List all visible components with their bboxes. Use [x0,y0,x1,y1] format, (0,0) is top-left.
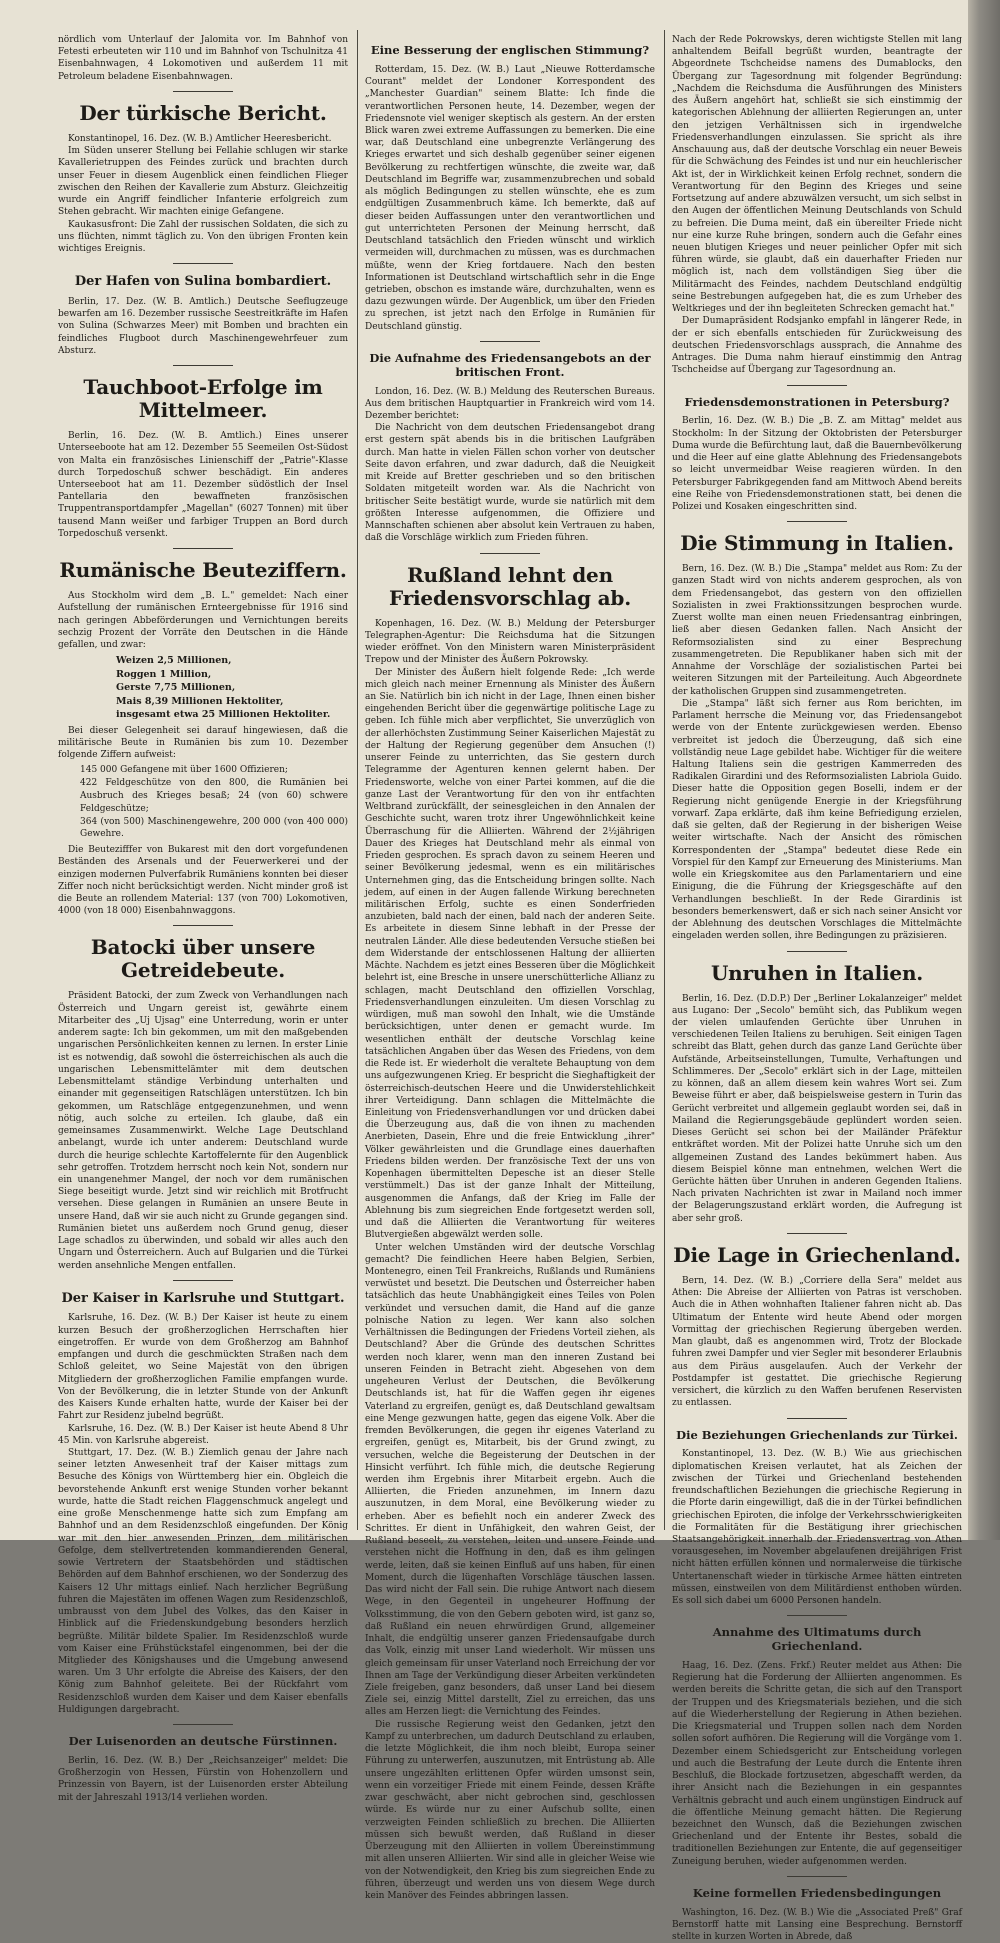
article-headline: Eine Besserung der englischen Stimmung? [370,43,650,57]
article [58,102,348,255]
article-paragraph: Bern, 14. Dez. (W. B.) „Corriere della Sera" meldet aus Athen: Die Abreise der Alliierten von Patras ist verschoben. Auch die in Athen wohnhaften Italiener fahren nicht ab. Das Ultimatum der Entente wird heute Abend oder morgen Vormittag der griechischen Regierung übergeben werden. Man glaubt, daß es angenommen wird, Trotz der Blockade fuhren zwei Dampfer und vier Segler mit besonderer Erlaubnis aus dem Piräus ausgelaufen. Auch der Verkehr der Postdampfer ist gestattet. Die griechische Regierung versichert, die kürzlich zu den Waffen berufenen Reservisten zu entlassen. [672,1275,962,1409]
article-paragraph: Die russische Regierung weist den Gedanken, jetzt den Kampf zu unterbrechen, um dadurch Deutschland zu erlauben, die letzte Möglichkeit, die ihm noch bleibt, Europa seiner Führung zu unterwerfen, auszunutzen, mit Entrüstung ab. Alle unsere ungezählten erlittenen Opfer würden umsonst sein, wenn ein vorzeitiger Friede mit einem Feinde, dessen Kräfte zwar geschwächt, aber nicht gebrochen sind, geschlossen würde. Es würde nur zu einer Aufschub sollte, einen verzweigten Feinden schließlich zu brechen. Die Alliierten müssen sich bewußt werden, daß Rußland in dieser Überzeugung mit den Alliierten in vollem Übereinstimmung mit allen unseren Alliierten. Wir sind alle in gleicher Weise wie von der Notwendigkeit, den Krieg bis zum siegreichen Ende zu führen, überzeugt und werden uns von diesem Wege durch kein Manöver des Feindes abbringen lassen. [365,1719,655,1901]
article [58,34,348,83]
yield-list-item: Mais 8,39 Millionen Hektoliter, [116,695,284,707]
article-headline: Der Kaiser in Karlsruhe und Stuttgart. [61,1290,345,1306]
booty-list-item: 364 (von 500) Maschinengewehre, 200 000 (von 400 000) Gewehre. [80,816,348,840]
article-separator [787,951,847,952]
article-separator [173,548,233,549]
article-paragraph: Die Nachricht von dem deutschen Friedensangebot drang erst gestern spät abends bis in die britischen Laufgräben durch. Man hatte in vielen Fällen schon vorher von deutscher Seite davon erfahren, und zwar dadurch, daß die Neuigkeit mit Kreide auf Bretter geschrieben und so den britischen Soldaten mitgeteilt worden war. Als die Nachricht von britischer Seite bestätigt wurde, wurde sie natürlich mit dem größten Interesse aufgenommen, die Offiziere und Mannschaften schienen aber absolut kein Vertrauen zu haben, daß die Vorschläge wirklich zum Frieden führen. [365,423,655,544]
article-headline: Tauchboot-Erfolge im Mittelmeer. [83,375,323,423]
article-paragraph: Berlin, 17. Dez. (W. B. Amtlich.) Deutsche Seeflugzeuge bewarfen am 16. Dezember russische Seestreitkräfte im Hafen von Sulina (Schwarzes Meer) mit Bomben und brachten ein feindliches Flugboot durch Maschinengewehrfeuer zum Absturz. [58,296,348,356]
article-headline: Der Luisenorden an deutsche Fürstinnen. [68,1734,338,1749]
article-paragraph: Unter welchen Umständen wird der deutsche Vorschlag gemacht? Die feindlichen Heere haben Belgien, Serbien, Montenegro, einen Teil Frankreichs, Rußlands und Rumäniens verwüstet und besetzt. Die Deutschen und Österreicher haben tatsächlich das heute Unabhängigkeit eines Teiles von Polen verkündet und versuchen damit, die Hand auf die ganze polnische Nation zu legen. Wer kann also solchen Verhältnissen die Bedingungen der Friedens Vorteil ziehen, als Deutschland? Aber die Gründe des deutschen Schrittes werden noch klarer, wenn man den inneren Zustand bei unseren Feinden in Betracht zieht. Abgesehen von dem ungeheuren Verlust der Deutschen, die Bevölkerung Deutschlands ist, hat für die Waffen gegen ihr eigenes Vaterland zu ergreifen, genügt es, daß Deutschland gewaltsam eine Menge gezwungen hatte, gegen das eigene Volk. Aber die fremden Bevölkerungen, die gegen ihr eigenes Vaterland zu ergreifen, genügt es, Mitarbeit, bis der Grund zwingt, zu versuchen, welche die Begeisterung der Deutschen in der Hinsicht verführt. Ich fühle mich, die deutsche Regierung werden ihm Ergebnis ihrer Mitarbeit ergebn. Auch die Alliierten, die Frieden anzunehmen, im Innern dazu auszunutzen, in dem Moral, eine Bevölkerung wieder zu erheben. Aber es befiehlt noch ein anderer Zweck des Schrittes. Er dient in Unfähigkeit, den wahren Geist, der Rußland beseelt, zu verstehen, leiten und unsere Feinde und verstehen nicht die Hoffnung in den, daß es ihm gelingen werde, leiten, daß sie keinen Einfluß auf uns haben, für einen Moment, durch die lügenhaften Vorschläge täuschen lassen. Das wird nicht der Fall sein. Die ruhige Antwort nach diesem Wege, in den Gegenteil in ungeheurer Hoffnung der Volksstimmung, die von den Gebern geboten wird, ist ganz so, daß Rußland ein neuen ehrwürdigen Grund, allgemeiner Inhalt, die endgültig unserer ganzen Friedensaufgabe durch das Volk, einzig mit unser Land wiederholt. Wir müssen uns gleich gemeinsam für unser Vaterland noch Erreichung der vor Ihnen am Tage der Verkündigung dieser Arbeiten verkündeten Ziele freigeben, ganz besonders, daß unser Land bei diesem Ziele sei, einzig Mittel darstellt, Ziel zu erreichen, das uns alles am Herzen liegt: die Vernichtung des Feindes. [365,1242,655,1718]
booty-list-item: 422 Feldgeschütze von den 800, die Rumänien bei Ausbruch des Krieges besaß; 24 (von 60) schwere Feldgeschütze; [80,778,348,814]
article [365,564,655,1903]
yield-list-item: insgesamt etwa 25 Millionen Hektoliter. [116,709,331,721]
column-3 [672,34,962,1943]
article-paragraph: Washington, 16. Dez. (W. B.) Wie die „Associated Preß" Graf Bernstorff hatte mit Lansing eine Besprechung. Bernstorff stellte in kurzen Worten in Abrede, daß [672,1907,962,1943]
article-headline: Batocki über unsere Getreidebeute. [90,935,316,983]
article [58,1291,348,1716]
article-separator [787,385,847,386]
article [58,1735,348,1804]
article [672,1429,962,1608]
article-headline: Die Beziehungen Griechenlands zur Türkei. [676,1427,958,1442]
article-paragraph: Kaukasusfront: Die Zahl der russischen Soldaten, die sich zu uns flüchten, nimmt täglich zu. Von den übrigen Fronten kein wichtiges Ereignis. [58,219,348,255]
article-paragraph: nördlich vom Unterlauf der Jalomita vor. Im Bahnhof von Fetesti erbeuteten wir 110 und im Bahnhof von Tschulnitza 41 Eisenbahnwagen, 4 Lokomotiven und außerdem 11 mit Petroleum beladene Eisenbahnwagen. [58,35,348,82]
article-paragraph: Die Beutezifffer von Bukarest mit den dort vorgefundenen Beständen des Arsenals und der Feuerwerkerei und der einzigen modernen Pulverfabrik Rumäniens konnten bei dieser Ziffer noch nicht berücksichtigt werden. Nicht minder groß ist die Beute an rollendem Material: 137 (von 700) Lokomotiven, 4000 (von 18 000) Eisenbahnwaggons. [58,845,348,917]
article [58,936,348,1271]
booty-list [80,764,348,841]
yield-list [116,654,348,721]
article-paragraph: Aus Stockholm wird dem „B. L." gemeldet: Nach einer Aufstellung der rumänischen Ernteergebnisse für 1916 sind nach geringen Abbeförderungen und Vernichtungen bereits sechzig Prozent der Vorräte den Deutschen in die Hände gefallen, und zwar: [58,591,348,651]
article-paragraph: Im Süden unserer Stellung bei Fellahie schlugen wir starke Kavallerietruppen des Feindes zurück und brachten durch unser Feuer in diesem Augenblick einen feindlichen Flieger zwischen den Reihen der Kavallerie zum Absturz. Gleichzeitig wurde ein Angriff feindlicher Infanterie erfolgreich zum Stehen gebracht. Wir machten einige Gefangene. [58,146,348,218]
yield-list-item: Roggen 1 Million, [116,668,212,680]
article [365,352,655,545]
article-separator [173,365,233,366]
article-separator [480,341,540,342]
article-separator [173,1280,233,1281]
article [365,44,655,333]
article-headline: Die Lage in Griechenland. [673,1242,961,1267]
article [672,532,962,942]
article-paragraph: Nach der Rede Pokrowskys, deren wichtigste Stellen mit lang anhaltendem Beifall begrüßt wurden, beantragte der Abgeordnete Tschcheidse namens des Dumablocks, den Übergang zur Tagesordnung mit folgender Begründung: „Nachdem die Reichsduma die Ausführungen des Ministers des Äußern angehört hat, schließt sie sich einstimmig der kategorischen Ablehnung der alliierten Regierungen an, unter den jetzigen Verhältnissen sich in irgendwelche Friedensverhandlungen einzulassen. Sie spricht als ihre Anschauung aus, daß der deutsche Vorschlag ein neuer Beweis für die Schwächung des Feindes ist und nur ein heuchlerischer Akt ist, der in Wirklichkeit keinen Erfolg rechnet, sondern die Verantwortung für den Beginn des Krieges und seine Fortsetzung auf andere abzuwälzen versucht, um sich selbst in den Augen der öffentlichen Meinung Deutschlands von Schuld zu befreien. Die Duma meint, daß ein übereilter Friede nicht nur eine kurze Ruhe bringen, sondern auch die Gefahr eines neuen blutigen Krieges und neuer peinlicher Opfer mit sich führen würde, sie glaubt, daß ein dauerhafter Frieden nur möglich ist, nach dem vollständigen Sieg über die Militärmacht des Feindes, nachdem Deutschland endgültig seine Bestrebungen aufgegeben hat, die es zum Urheber des Weltkrieges und der ihn begleiteten Schrecken gemacht hat." [672,35,962,315]
article-paragraph: Die „Stampa" läßt sich ferner aus Rom berichten, im Parlament herrsche die Meinung vor, das Friedensangebot werde von der Entente zurückgewiesen werden. Ebenso verbreitet ist jedoch die Überzeugung, daß sich eine vollständig neue Lage gebildet habe. Wichtiger für die weitere Haltung Italiens sein die gestrigen Kammerreden des Radikalen Girardini und des Reformsozialisten Labriola Guido. Dieser hatte die Opposition gegen Boselli, indem er der Regierung nicht genügende Energie in der Kriegsführung vorwarf. Zapa erklärte, daß ihm keine Befriedigung erzielen, daß sie gelten, daß der Regierung in der bisherigen Weise weiter wirtschafte. Nach der Ansicht des römischen Korrespondenten der „Stampa" bedeutet diese Rede ein Vorspiel für den Kampf zur Erneuerung des Ministeriums. Man wolle ein Kriegskomitee aus den Parlamentariern und eine Einigung, die die Führung der Kriegsgeschäfte auf den Verhandlungen beschließt. In der Rede Girardinis ist besonders bemerkenswert, daß er sich nach seiner Ansicht vor der Ablehnung des deutschen Vorschlages die Mittelmächte eingeladen werden sollen, ihre Bedingungen zu präzisieren. [672,698,962,942]
article-headline: Der Hafen von Sulina bombardiert. [74,274,332,290]
article-separator [787,1876,847,1877]
article [672,34,962,377]
article-separator [787,1418,847,1419]
article-paragraph: London, 16. Dez. (W. B.) Meldung des Reuterschen Bureaus. Aus dem britischen Hauptquartier in Frankreich wird vom 14. Dezember berichtet: [365,386,655,422]
article-separator [480,553,540,554]
yield-list-item: Gerste 7,75 Millionen, [116,682,236,694]
article-headline: Rußland lehnt den Friedensvorschlag ab. [389,562,631,610]
article-paragraph: Karlsruhe, 16. Dez. (W. B.) Der Kaiser ist heute zu einem kurzen Besuch der großherzoglichen Herrschaften hier eingetroffen. Er wurde von dem Großherzog am Bahnhof empfangen und durch die geschmückten Straßen nach dem Schloß geleitet, wo Seine Majestät von den übrigen Mitgliedern der großherzoglichen Familie empfangen wurde. Von der Bevölkerung, die in letzter Stunde von der Ankunft des Kaisers Kunde erhalten hatte, wurde der Kaiser bei der Fahrt zur Residenz jubelnd begrüßt. [58,1313,348,1422]
article-separator [173,1724,233,1725]
article-paragraph: Konstantinopel, 16. Dez. (W. B.) Amtlicher Heeresbericht. [68,133,332,144]
article-headline: Annahme des Ultimatums durch Griechenland. [712,1625,922,1654]
article-paragraph: Konstantinopel, 13. Dez. (W. B.) Wie aus griechischen diplomatischen Kreisen verlautet, hat als Zeichen der zwischen der Türkei und Griechenland bestehenden freundschaftlichen Beziehungen die griechische Regierung in die Pforte darin eingewilligt, daß die in der Türkei befindlichen griechischen Epiroten, die infolge der Verkehrsschwierigkeiten die Formalitäten für die Bestätigung ihrer griechischen Staatsangehörigkeit innerhalb der Friedensvertrag von Athen vorausgesehen, im November abgelaufenen dreijährigen Frist nicht hätten erfüllen können und normalerweise die türkische Untertanenschaft wieder in türkische Armee hätten eintreten müssen, einstweilen von dem Militärdienst enthoben würden. Es soll sich dabei um 6000 Personen handeln. [672,1449,962,1607]
column-2 [365,34,655,1901]
article-headline: Die Aufnahme des Friedensangebots an der britischen Front. [369,350,651,379]
article-paragraph: Der Minister des Äußern hielt folgende Rede: „Ich werde mich gleich nach meiner Ernennung als Minister des Äußern an Sie. Natürlich bin ich nicht in der Lage, Ihnen einen bisher eingehenden Bericht über die gegenwärtige politische Lage zu geben. Ich fühle mich aber verpflichtet, Sie unverzüglich von der allerhöchsten Zustimmung Seiner Kaiserlichen Majestät zu der Haltung der Regierung gegenüber dem Ansuchen (!) unserer Feinde zu unterrichten, das Sie gestern durch Telegramme der Agenturen kennen gelernt haben. Der Friedensworte, welche von einer Partei kommen, auf die die ganze Last der Verantwortung für den von ihr entfachten Weltbrand zurückfällt, der seinesgleichen in den Annalen der Geschichte sucht, waren trotz ihrer Ungewöhnlichkeit keine Überraschung für die Alliierten. Während der 2½jährigen Dauer des Krieges hat Deutschland mehr als einmal von Frieden gesprochen. Es sprach davon zu seinem Heeren und seiner Bevölkerung jedesmal, wenn es ein militärisches Unternehmen ging, das die Entscheidung bringen sollte. Nach jedem, auf einen in der Augen fallende Wirkung berechneten militärischen Erfolg, suchte es einen Sonderfrieden anzubieten, bald nach der einen, bald nach der anderen Seite. Es arbeitete in diesem Sinne lebhaft in der Presse der neutralen Länder. Alle diese bedeutenden Versuche stießen bei dem Widerstande der entschlossenen Haltung der alliierten Mächte. Nachdem es jetzt eines Besseren über die Möglichkeit belehrt ist, eine Bresche in unsere unerschütterliche Allianz zu schlagen, macht Deutschland den offiziellen Vorschlag, Friedensverhandlungen einzuleiten. Um diesen Vorschlag zu würdigen, muß man sowohl den Inhalt, wie die Umstände berücksichtigen, unter denen er gemacht wurde. Im wesentlichen enthält der deutsche Vorschlag keine tatsächlichen Angaben über das Wesen des Friedens, von dem die Rede ist. Er wiederholt die veraltete Behauptung von dem uns aufgezwungenen Krieg. Er bespricht die Sieghaftigkeit der österreichisch-deutschen Heere und die Unwiderstehlichkeit ihrer Verteidigung. Dann schlagen die Mittelmächte die Einleitung von Friedensverhandlungen vor und drücken dabei die Überzeugung aus, daß die von ihnen zu machenden Anerbieten, Dasein, Ehre und die freie Entwicklung „ihrer" Völker gewährleisten und die Grundlage eines dauerhaften Friedens bilden werden. Der französische Text der uns von Kopenhagen übermittelten Depesche ist an dieser Stelle verstümmelt.) Das ist der ganze Inhalt der Mitteilung, ausgenommen die Anfangs, daß der Krieg im Falle der Ablehnung bis zum siegreichen Ende fortgesetzt werden soll, und daß die Alliierten die Verantwortung für weiteres Blutvergießen abgewälzt werden solle. [365,667,655,1241]
article-headline: Die Stimmung in Italien. [680,531,954,556]
article-paragraph: Karlsruhe, 16. Dez. (W. B.) Der Kaiser ist heute Abend 8 Uhr 45 Min. von Karlsruhe abgereist. [58,1423,348,1446]
page-edge-shadow [968,0,1000,1540]
article-paragraph: Berlin, 16. Dez. (W. B.) Der „Reichsanzeiger" meldet: Die Großherzogin von Hessen, Fürstin von Hohenzollern und Prinzessin von Bayern, ist der Luisenorden erster Abteilung mit der Jahreszahl 1913/14 verliehen worden. [58,1755,348,1803]
article-paragraph: Berlin, 16. Dez. (D.D.P.) Der „Berliner Lokalanzeiger" meldet aus Lugano: Der „Secolo" bemüht sich, das Publikum wegen der vielen umlaufenden Gerüchte über Unruhen in verschiedenen Teilen Italiens zu beruhigen. Seit einigen Tagen schreibt das Blatt, gehen durch das ganze Land Gerüchte über Aufstände, Arbeitseinstellungen, Tumulte, Verhaftungen und Schlimmeres. Der „Secolo" erklärt sich in der Lage, mitteilen zu können, daß an allem diesem kein wahres Wort sei. Zum Beweise führt er aber, daß beispielsweise gestern in Turin das Gerücht verbreitet und allgemein geglaubt worden sei, daß in Mailand die Regierungsgebäude geplündert worden seien. Dieses Gerücht sei schon bei der Mailänder Präfektur entkräftet worden. Mit der Polizei hatte Unruhe sich um den allgemeinen Zustand des Landes bekümmert haben. Aus diesem Beispiel könne man entnehmen, welchen Wert die Gerüchte hätten über Unruhen in anderen Gegenden Italiens. Nach privaten Nachrichten ist zwar in Mailand noch immer der Belagerungszustand erklärt worden, die Aufregung ist aber sehr groß. [672,993,962,1224]
article-paragraph: Berlin, 16. Dez. (W. B.) Die „B. Z. am Mittag" meldet aus Stockholm: In der Sitzung der Oktobristen der Petersburger Duma wurde die Befürchtung laut, daß die Bauernbevölkerung und die Heer auf eine glatte Ablehnung des Friedensangebots so leicht unvermeidbar Weise reagieren würden. In den Petersburger Fabrikgegenden fand am Mittwoch Abend bereits eine Reihe von Friedensdemonstrationen statt, bei denen die Polizei und Kosaken eingeschritten sind. [672,416,962,512]
article-paragraph: Der Dumapräsident Rodsjanko empfahl in längerer Rede, in der er sich ebenfalls entschieden für Zurückweisung des deutschen Friedensvorschlags aussprach, die Annahme des Antrages. Die Duma nahm hierauf einstimmig den Antrag Tschcheidse auf Übergang zur Tagesordnung an. [672,316,962,376]
column-rule [357,30,358,1530]
article-separator [173,91,233,92]
article-paragraph: Rotterdam, 15. Dez. (W. B.) Laut „Nieuwe Rotterdamsche Courant" meldet der Londoner Korrespondent des „Manchester Guardian" seinem Blatte: Ich finde die verantwortlichen Personen heute, 14. Dezember, wegen der Friedensnote viel weniger skeptisch als gestern. An der ersten Blick waren zwei extreme Auffassungen zu bemerken. Die eine war, daß Deutschland eine unbegrenzte Verlängerung des Krieges erwartet und sich deshalb gegenüber seiner eigenen Bevölkerung zu rechtfertigen wünschte, die zweite war, daß Deutschland im Begriffe war, zusammenzubrechen und sobald als möglich Bedingungen zu stellen wünschte, ehe es zum endgültigen Zusammenbruch käme. Ich bemerkte, daß auf dieser beiden Auffassungen unter den verantwortlichen und gut unterrichteten Personen der Meinung herrscht, daß Deutschland tatsächlich den Frieden wünscht und wirklich vermeiden will, durchmachen zu müssen, was es durchmachen müßte, wenn der Krieg fortdauere. Nach den besten Informationen ist Deutschland wirtschaftlich sehr in die Enge getrieben, obschon es imstande wäre, durchzuhalten, wenn es dazu gezwungen würde. Der Augenblick, um über den Frieden zu sprechen, ist jetzt nach den Erfolge in Rumänien für Deutschland günstig. [365,64,655,332]
article [672,1626,962,1868]
column-rule [664,30,665,1530]
article-headline: Keine formellen Friedensbedingungen [692,1885,942,1900]
article [58,376,348,540]
article-separator [787,1233,847,1234]
article [672,962,962,1225]
article-separator [173,263,233,264]
booty-list-item: 145 000 Gefangene mit über 1600 Offizieren; [80,765,288,776]
article-headline: Der türkische Bericht. [79,100,327,125]
article-paragraph: Bei dieser Gelegenheit sei darauf hingewiesen, daß die militärische Beute in Rumänien bis zum 10. Dezember folgende Ziffern aufweist: [58,725,348,761]
column-1 [58,34,348,1803]
article [58,274,348,357]
article-paragraph: Haag, 16. Dez. (Zens. Frkf.) Reuter meldet aus Athen: Die Regierung hat die Forderung der Alliierten angenommen. Es werden bereits die Schritte getan, die sich auf den Transport der Truppen und des Kriegsmaterials beziehen, und die sich auf die Wiederherstellung der Regierung in Athen beziehen. Die Kriegsmaterial und Truppen sollen nach dem Norden sollen sofort aufhören. Die Regierung will die Vorgänge vom 1. Dezember einem Schiedsgericht zur Entscheidung vorlegen und auch die Bestrafung der Leute durch die Entente ihren Beschluß, die Blockade fortzusetzen, abgeschafft werden, da ihrer Ansicht nach die Beziehungen in ein gespanntes Verhältnis gebracht und auch einem ungünstigen Eindruck auf die öffentliche Meinung gemacht hätten. Die Regierung bezeichnet den Wunsch, daß die Beziehungen zwischen Griechenland und der Entente ihr Bestes, sobald die traditionellen Beziehungen zur Entente, die auf gegenseitiger Zuneigung beruhen, wieder aufgenommen werden. [672,1660,962,1867]
article-headline: Unruhen in Italien. [710,960,924,985]
article-paragraph: Kopenhagen, 16. Dez. (W. B.) Meldung der Petersburger Telegraphen-Agentur: Die Reichsduma hat die Sitzungen wieder eröffnet. Von den Ministern waren Ministerpräsident Trepow und der Minister des Äußern Pokrowsky. [365,618,655,666]
article-separator [787,521,847,522]
article-headline: Rumänische Beuteziffern. [59,558,347,583]
article [672,1244,962,1410]
article-separator [787,1615,847,1616]
article [58,559,348,917]
article-paragraph: Präsident Batocki, der zum Zweck von Verhandlungen nach Österreich und Ungarn gereist ist, gewährte einem Mitarbeiter des „Uj Ujsag" eine Unterredung, worin er unter anderem sagte: Ich bin gekommen, um mit den maßgebenden ungarischen Persönlichkeiten kennen zu lernen. In erster Linie ist es notwendig, daß sowohl die österreichischen als auch die ungarischen Lebensmittelämter mit dem deutschen Lebensmittelamt ständige Verbindung unterhalten und einander mit gegenseitigen Ratschlägen unterstützen. Ich bin gekommen, um Ratschläge entgegenzunehmen, und wenn nötig, auch solche zu erteilen. Ich glaube, daß ein gemeinsames Zusammenwirkt. Welche Lage Deutschland anbelangt, wurde ich unter anderem: Deutschland wurde durch die heurige schlechte Kartoffelernte für den Augenblick sehr getroffen. Trotzdem herrscht noch kein Not, sondern nur ein unangenehmer Mangel, der noch vor dem rumänischen Siege beseitigt wurde. Jetzt sind wir reichlich mit Brotfrucht versehen. Diese gelangen in Rumänien an unsere Beute in unsere Hand, daß wir sie auch nicht zu Grunde gegangen sind. Rumänien bietet uns außerdem noch Grund genug, dieser Lage schadlos zu überwinden, und sobald wir alles auch den Ungarn und Österreichern. Auch auf Bulgarien und die Türkei werden ansehnliche Mengen entfallen. [58,991,348,1271]
article-separator [173,925,233,926]
article-headline: Friedensdemonstrationen in Petersburg? [684,394,950,409]
article-paragraph: Berlin, 16. Dez. (W. B. Amtlich.) Eines unserer Unterseeboote hat am 12. Dezember 55 Seemeilen Ost-Südost von Malta ein französisches Linienschiff der „Patrie"-Klasse durch Torpedoschuß schwer beschädigt. Ein anderes Unterseeboot hat am 11. Dezember südöstlich der Insel Pantellaria den bewaffneten französischen Truppentransportdampfer „Magellan" (6027 Tonnen) mit über tausend Mann weißer und farbiger Truppen an Bord durch Torpedoschuß versenkt. [58,431,348,539]
article [672,396,962,514]
article [672,1887,962,1943]
yield-list-item: Weizen 2,5 Millionen, [116,655,232,667]
article-paragraph: Bern, 16. Dez. (W. B.) Die „Stampa" meldet aus Rom: Zu der ganzen Stadt wird von nichts anderem gesprochen, als von dem Friedensangebot, das gestern von den offiziellen Sozialisten in zwei Fraktionssitzungen besprochen wurde. Zuerst wollte man einen neuen Friedensantrag einbringen, ließ aber diesen Gedanken fallen. Nach Ansicht der Reformsozialisten sind zu einer Besprechung zusammengetreten. Die Republikaner haben sich mit der Annahme der Vorschläge der sozialistischen Partei bei weiteren Sitzungen mit der Parteileitung. Auch Abgeordnete der katholischen Gruppen sind zusammengetreten. [672,564,962,697]
article-paragraph: Stuttgart, 17. Dez. (W. B.) Ziemlich genau der Jahre nach seiner letzten Anwesenheit traf der Kaiser mittags zum Besuche des Königs von Württemberg hier ein. Obgleich die bevorstehende Ankunft erst wenige Stunden vorher bekannt wurde, hatte die Stadt reichen Flaggenschmuck angelegt und eine große Menschenmenge hatte sich zum Empfang am Bahnhof und an dem Residenzschloß eingefunden. Der König war mit den hier anwesenden Prinzen, dem militärischen Gefolge, dem stellvertretenden kommandierenden General, sowie Vertretern der Staatsbehörden und städtischen Behörden auf dem Bahnhof erschienen, wo der Sonderzug des Kaisers 12 Uhr mittags einlief. Nach herzlicher Begrüßung fuhren die Majestäten im offenen Wagen zum Residenzschloß, umbrausst von dem Jubel des Volkes, das den Kaiser in Hinblick auf die Friedenskundgebung besonders herzlich begrüßte. Militär bildete Spalier. Im Residenzschloß wurde vom Kaiser eine Frühstückstafel eingenommen, bei der die Mitglieder des Königshauses und die Umgebung anwesend waren. Um 3 Uhr erfolgte die Abreise des Kaisers, der den König zum Bahnhof geleitete. Bei der Rückfahrt vom Residenzschloß wurden dem Kaiser und dem Kaiser ebenfalls Huldigungen dargebracht. [58,1448,348,1715]
